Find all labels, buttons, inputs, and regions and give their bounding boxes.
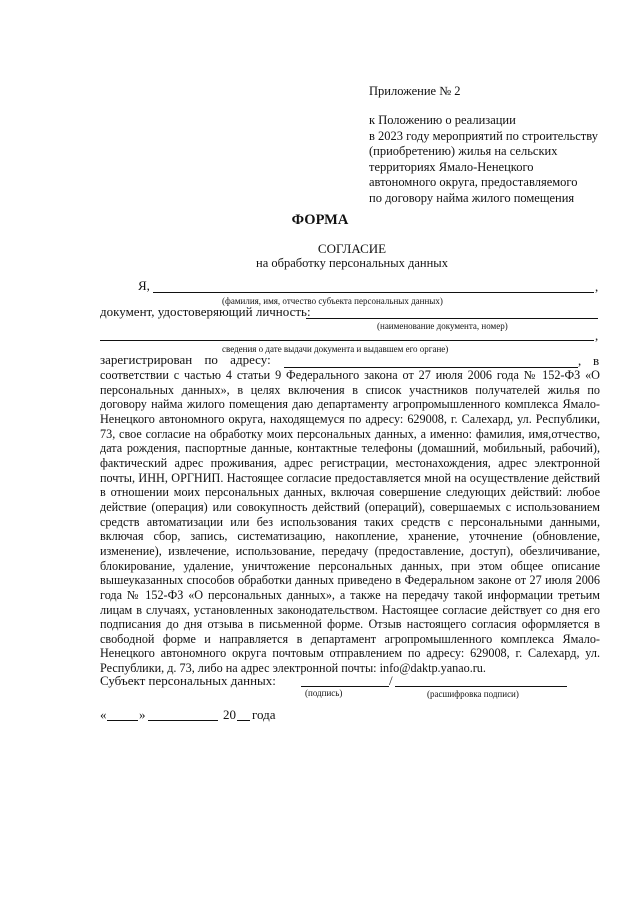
i-label: Я, bbox=[138, 278, 150, 293]
month-field[interactable] bbox=[148, 720, 218, 721]
subject-label: Субъект персональных данных: bbox=[100, 673, 276, 688]
signature-decode-field[interactable] bbox=[395, 686, 567, 687]
document-label: документ, удостоверяющий личность: bbox=[100, 304, 311, 319]
regulation-line: территориях Ямало-Ненецкого bbox=[369, 159, 534, 174]
date-open-quote: « bbox=[100, 707, 107, 722]
regulation-reference bbox=[369, 113, 639, 207]
regulation-line: к Положению о реализации bbox=[369, 113, 516, 127]
regulation-line: автономного округа, предоставляемого bbox=[369, 175, 578, 190]
signature-slash: / bbox=[389, 673, 393, 688]
signature-hint: (подпись) bbox=[305, 688, 343, 698]
registered-label: зарегистрирован по адресу: bbox=[100, 352, 271, 367]
name-hint: (фамилия, имя, отчество субъекта персональных данных) bbox=[222, 296, 443, 306]
year-suffix: года bbox=[252, 707, 276, 722]
signature-field[interactable] bbox=[301, 686, 389, 687]
registered-tail: в bbox=[593, 353, 600, 368]
address-comma: , bbox=[578, 353, 582, 368]
signature-decode-hint: (расшифровка подписи) bbox=[427, 689, 519, 699]
document-info-field[interactable] bbox=[100, 340, 594, 341]
regulation-line: (приобретению) жилья на сельских bbox=[369, 144, 558, 159]
document-info-comma: , bbox=[595, 328, 599, 343]
regulation-line: в 2023 году мероприятий по строительству bbox=[369, 128, 598, 143]
consent-title: СОГЛАСИЕ bbox=[317, 241, 387, 256]
form-title: ФОРМА bbox=[291, 212, 349, 228]
document-hint: (наименование документа, номер) bbox=[377, 321, 508, 331]
name-field[interactable] bbox=[153, 292, 594, 293]
consent-subtitle: на обработку персональных данных bbox=[256, 256, 448, 270]
year-prefix: 20 bbox=[223, 707, 236, 722]
day-field[interactable] bbox=[107, 720, 138, 721]
date-close-quote: » bbox=[139, 707, 146, 722]
annex-number: Приложение № 2 bbox=[369, 84, 461, 98]
year-field[interactable] bbox=[237, 720, 250, 721]
regulation-line: по договору найма жилого помещения bbox=[369, 190, 575, 205]
document-info-hint: сведения о дате выдачи документа и выдавшем его органе) bbox=[222, 344, 449, 354]
document-field[interactable] bbox=[306, 318, 598, 319]
consent-body: соответствии с частью 4 статьи 9 Федерального закона от 27 июля 2006 года № 152-ФЗ «О персональных данных», в целях включения в список участников получателей жилья по договору найма жилого помещения даю департаменту агропромышленного комплекса Ямало-Ненецкого автономного округа, находящемуся по адресу: 629008, г. Салехард, ул. Республики, 73, свое согласие на обработку моих персональных данных, а именно: фамилия, имя,отчество, дата рождения, паспортные данные, контактные телефоны (домашний, мобильный, рабочий), фактический адрес проживания, адрес регистрации, местонахождения, адрес электронной почты, ИНН, ОРГНИП. Настоящее согласие предоставляется мной на осуществление действий в отношении моих персональных данных, включая совершение следующих действий: любое действие (операция) или совокупность действий (операций), совершаемых с использованием средств автоматизации или без использования таких средств с персональными данными, включая сбор, запись, систематизацию, накопление, хранение, уточнение (обновление, изменение), извлечение, использование, передачу (предоставление, доступ), обезличивание, блокирование, удаление, уничтожение персональных данных, при этом общее описание вышеуказанных способов обработки данных приведено в Федеральном законе от 27 июля 2006 года № 152-ФЗ «О персональных данных», а также на передачу такой информации третьим лицам в случаях, установленных законодательством. Настоящее согласие действует со дня его подписания до дня отзыва в письменной форме. Отзыв настоящего согласия оформляется в свободной форме и направляется в департамент агропромышленного комплекса Ямало-Ненецкого автономного округа почтовым отправлением по адресу: 629008, г. Салехард, ул. Республики, д. 73, либо на адрес электронной почты: info@daktp.yanao.ru. bbox=[100, 368, 600, 676]
name-comma: , bbox=[595, 279, 599, 294]
